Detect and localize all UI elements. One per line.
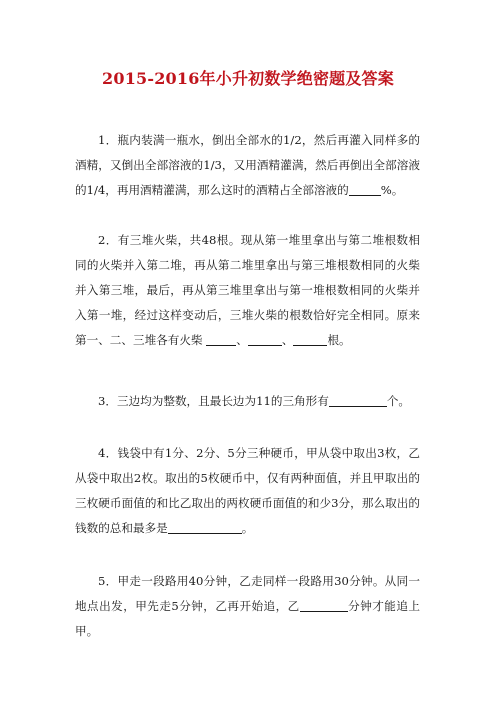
answer-blank-4 <box>168 519 242 534</box>
question-4-text: 4．钱袋中有1分、2分、5分三种硬币，甲从袋中取出3枚，乙从袋中取出2枚。取出的5枚硬币中，仅有两种面值，并且甲取出的三枚硬币面值的和比乙取出的两枚硬币面值的和少3分，那么取出的钱数的总和最多是 <box>75 446 420 535</box>
question-2-separator-1: 、 <box>236 333 248 347</box>
question-2-text: 2．有三堆火柴，共48根。现从第一堆里拿出与第二堆根数相同的火柴并入第二堆，再从第二堆里拿出与第三堆根数相同的火柴并入第三堆，最后，再从第三堆里拿出与第一堆根数相同的火柴并入第一堆，经过这样变动后，三堆火柴的根数恰好完全相同。原来第一、二、三堆各有火柴 <box>75 233 420 347</box>
question-4 <box>75 441 420 541</box>
question-1 <box>75 128 420 203</box>
answer-blank-3 <box>329 392 387 407</box>
question-2-suffix: 根。 <box>327 333 351 347</box>
answer-blank-1 <box>349 181 381 196</box>
question-3-suffix: 个。 <box>386 394 411 408</box>
document-title: 2015-2016年小升初数学绝密题及答案 <box>102 69 394 88</box>
question-3 <box>75 389 420 414</box>
answer-blank-2c <box>293 331 327 346</box>
answer-blank-2a <box>206 331 236 346</box>
question-5 <box>75 569 420 644</box>
question-1-text: 1．瓶内装满一瓶水，倒出全部水的1/2，然后再灌入同样多的酒精，又倒出全部溶液的1/3，又用酒精灌满，然后再倒出全部溶液的1/4，再用酒精灌满，那么这时的酒精占全部溶液的 <box>75 133 420 197</box>
question-3-text: 3．三边均为整数，且最长边为11的三角形有 <box>98 394 329 408</box>
answer-blank-5 <box>300 597 348 612</box>
question-2 <box>75 228 420 353</box>
question-2-separator-2: 、 <box>281 333 294 347</box>
question-5-text: 5．甲走一段路用40分钟，乙走同样一段路用30分钟。从同一地点出发，甲先走5分钟，乙再开始追，乙 <box>75 574 420 613</box>
answer-blank-2b <box>248 331 282 346</box>
question-1-suffix: %。 <box>380 183 404 197</box>
question-5-suffix: 分钟才能追上甲。 <box>75 599 420 638</box>
question-4-suffix: 。 <box>241 521 254 535</box>
